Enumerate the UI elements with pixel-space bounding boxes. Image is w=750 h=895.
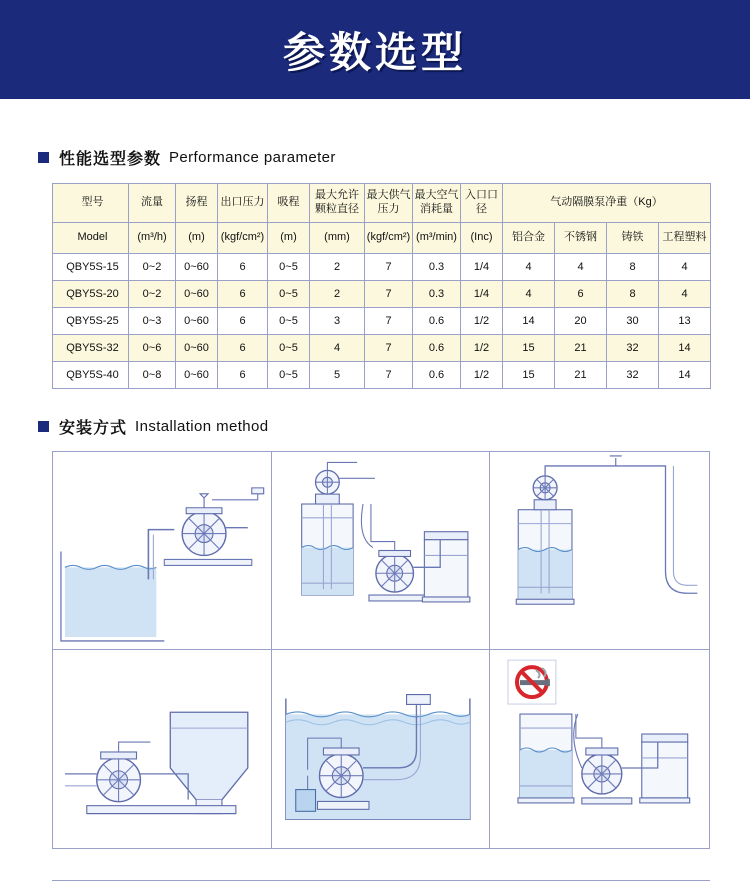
th-max-air-consumption-cn: 最大空气消耗量 — [413, 184, 461, 223]
cell-weight-castiron: 30 — [607, 308, 659, 335]
table-header-row-main — [53, 184, 711, 223]
th-head-cn: 扬程 — [176, 184, 218, 223]
cell-weight-plastic: 13 — [659, 308, 711, 335]
cell-max-air-pressure: 7 — [365, 254, 413, 281]
table-row — [53, 281, 711, 308]
diaphragm-pump-diagram — [53, 452, 271, 649]
cell-max-air-consumption: 0.3 — [413, 254, 461, 281]
cell-weight-stainless: 20 — [555, 308, 607, 335]
cell-suction-lift: 0~5 — [268, 362, 310, 389]
cell-max-particle: 4 — [310, 335, 365, 362]
th-max-air-consumption-unit: (m³/min) — [413, 223, 461, 254]
th-max-air-pressure-unit: (kgf/cm²) — [365, 223, 413, 254]
th-flow-unit: (m³/h) — [129, 223, 176, 254]
cell-suction-lift: 0~5 — [268, 254, 310, 281]
cell-weight-plastic: 14 — [659, 335, 711, 362]
cell-flow: 0~2 — [129, 281, 176, 308]
cell-max-particle: 2 — [310, 281, 365, 308]
installation-cell-submerged-pool-pump — [272, 650, 491, 848]
section-heading-installation — [38, 415, 750, 438]
cell-weight-stainless: 21 — [555, 335, 607, 362]
cell-max-air-consumption: 0.6 — [413, 362, 461, 389]
section-title-en: Performance parameter — [169, 149, 336, 166]
th-max-particle-cn: 最大允许颗粒直径 — [310, 184, 365, 223]
cell-head: 0~60 — [176, 335, 218, 362]
installation-cell-no-smoking-flammable-liquid-transfer — [490, 650, 709, 848]
cell-max-air-consumption: 0.3 — [413, 281, 461, 308]
th-outlet-pressure-cn: 出口压力 — [218, 184, 268, 223]
cell-weight-castiron: 32 — [607, 362, 659, 389]
cell-weight-stainless: 6 — [555, 281, 607, 308]
diaphragm-pump-diagram — [272, 650, 490, 848]
cell-suction-lift: 0~5 — [268, 335, 310, 362]
cell-outlet-pressure: 6 — [218, 281, 268, 308]
installation-cell-hopper-feed-pump — [53, 650, 272, 848]
th-material-plastic: 工程塑料 — [659, 223, 711, 254]
section-heading-performance — [38, 146, 750, 169]
cell-max-air-pressure: 7 — [365, 281, 413, 308]
cell-inlet-diameter: 1/4 — [461, 254, 503, 281]
cell-weight-stainless: 21 — [555, 362, 607, 389]
cell-head: 0~60 — [176, 281, 218, 308]
installation-cell-pump-above-open-pool-suction — [53, 452, 272, 650]
th-outlet-pressure-unit: (kgf/cm²) — [218, 223, 268, 254]
cell-suction-lift: 0~5 — [268, 281, 310, 308]
cell-flow: 0~2 — [129, 254, 176, 281]
installation-cell-drum-to-tank-transfer — [272, 452, 491, 650]
cell-max-air-pressure: 7 — [365, 308, 413, 335]
cell-weight-castiron: 32 — [607, 335, 659, 362]
cell-outlet-pressure: 6 — [218, 308, 268, 335]
cell-max-air-consumption: 0.6 — [413, 335, 461, 362]
cell-model: QBY5S-40 — [53, 362, 129, 389]
cell-weight-plastic: 4 — [659, 254, 711, 281]
performance-parameter-table — [52, 183, 711, 389]
cell-weight-plastic: 14 — [659, 362, 711, 389]
th-material-stainless: 不锈钢 — [555, 223, 607, 254]
cell-head: 0~60 — [176, 254, 218, 281]
cell-max-air-consumption: 0.6 — [413, 308, 461, 335]
square-bullet-icon — [38, 152, 49, 163]
th-flow-cn: 流量 — [129, 184, 176, 223]
cell-inlet-diameter: 1/2 — [461, 362, 503, 389]
cell-weight-castiron: 8 — [607, 254, 659, 281]
cell-weight-aluminum: 4 — [503, 281, 555, 308]
th-inlet-diameter-unit: (Inc) — [461, 223, 503, 254]
th-material-castiron: 铸铁 — [607, 223, 659, 254]
page-title: 参数选型 — [282, 28, 467, 76]
cell-suction-lift: 0~5 — [268, 308, 310, 335]
cell-inlet-diameter: 1/4 — [461, 281, 503, 308]
cell-inlet-diameter: 1/2 — [461, 308, 503, 335]
cell-outlet-pressure: 6 — [218, 254, 268, 281]
cell-model: QBY5S-20 — [53, 281, 129, 308]
th-suction-lift-cn: 吸程 — [268, 184, 310, 223]
cell-weight-aluminum: 14 — [503, 308, 555, 335]
th-max-particle-unit: (mm) — [310, 223, 365, 254]
th-inlet-diameter-cn: 入口口径 — [461, 184, 503, 223]
table-row — [53, 254, 711, 281]
cell-max-particle: 5 — [310, 362, 365, 389]
square-bullet-icon — [38, 421, 49, 432]
cell-inlet-diameter: 1/2 — [461, 335, 503, 362]
cell-max-particle: 2 — [310, 254, 365, 281]
cell-weight-stainless: 4 — [555, 254, 607, 281]
cell-weight-aluminum: 15 — [503, 335, 555, 362]
cell-flow: 0~6 — [129, 335, 176, 362]
cell-flow: 0~3 — [129, 308, 176, 335]
section-title-cn: 安装方式 — [59, 420, 128, 437]
th-model-cn: 型号 — [53, 184, 129, 223]
th-material-aluminum: 铝合金 — [503, 223, 555, 254]
table-row — [53, 308, 711, 335]
cell-max-air-pressure: 7 — [365, 335, 413, 362]
cell-outlet-pressure: 6 — [218, 335, 268, 362]
diaphragm-pump-diagram — [490, 452, 709, 649]
cell-outlet-pressure: 6 — [218, 362, 268, 389]
cell-head: 0~60 — [176, 308, 218, 335]
cell-head: 0~60 — [176, 362, 218, 389]
th-net-weight-group: 气动隔膜泵净重（Kg） — [503, 184, 711, 223]
section-title-en: Installation method — [135, 418, 269, 435]
th-model-en: Model — [53, 223, 129, 254]
installation-method-grid — [52, 451, 710, 849]
diaphragm-pump-diagram — [53, 650, 271, 848]
cell-model: QBY5S-25 — [53, 308, 129, 335]
installation-cell-drum-suction-overhead-pipe — [490, 452, 709, 650]
no-smoking-sign — [508, 660, 556, 704]
cell-max-particle: 3 — [310, 308, 365, 335]
cell-weight-aluminum: 4 — [503, 254, 555, 281]
table-row — [53, 362, 711, 389]
th-max-air-pressure-cn: 最大供气压力 — [365, 184, 413, 223]
cell-flow: 0~8 — [129, 362, 176, 389]
th-suction-lift-unit: (m) — [268, 223, 310, 254]
footer-divider — [52, 880, 710, 881]
performance-table-wrapper — [52, 183, 710, 389]
cell-max-air-pressure: 7 — [365, 362, 413, 389]
page-banner — [0, 0, 750, 99]
th-head-unit: (m) — [176, 223, 218, 254]
cell-weight-aluminum: 15 — [503, 362, 555, 389]
section-title-cn: 性能选型参数 — [59, 151, 162, 168]
table-header-row-units — [53, 223, 711, 254]
diaphragm-pump-diagram — [272, 452, 490, 649]
cell-model: QBY5S-32 — [53, 335, 129, 362]
cell-weight-plastic: 4 — [659, 281, 711, 308]
cell-model: QBY5S-15 — [53, 254, 129, 281]
diaphragm-pump-diagram — [490, 650, 709, 848]
table-row — [53, 335, 711, 362]
cell-weight-castiron: 8 — [607, 281, 659, 308]
